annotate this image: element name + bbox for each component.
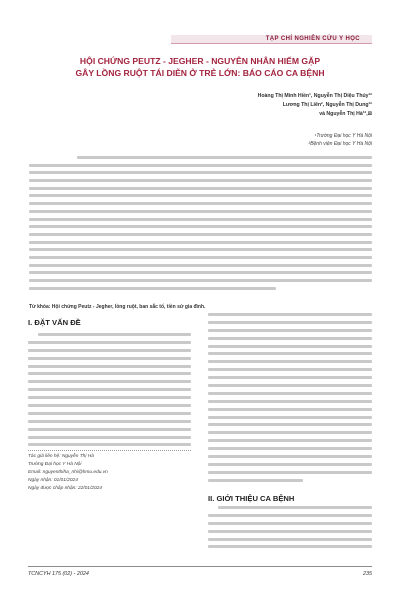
abstract-text-line (29, 279, 372, 282)
right-text-column (208, 313, 372, 489)
body-text-line (208, 423, 372, 426)
abstract-text-line (77, 156, 372, 159)
abstract-text-line (29, 218, 372, 221)
affiliation-line: ¹Trường Đại học Y Hà Nội (314, 133, 372, 139)
abstract-text-line (29, 256, 372, 259)
footer-divider (28, 566, 372, 567)
body-text-line (208, 538, 372, 541)
body-text-line (28, 372, 191, 375)
abstract-text-line (29, 171, 372, 174)
body-text-line (208, 360, 372, 363)
body-text-line (208, 352, 372, 355)
body-text-line (28, 412, 191, 415)
body-text-line (208, 431, 372, 434)
body-text-line (208, 479, 303, 482)
body-text-line (208, 447, 372, 450)
body-text-line (208, 408, 372, 411)
abstract-text-line (29, 187, 372, 190)
body-text-line (208, 368, 372, 371)
body-text-line (208, 392, 372, 395)
abstract-text-line (29, 179, 372, 182)
abstract-text-line (29, 248, 372, 251)
abstract-text-line (29, 194, 372, 197)
body-text-line (28, 388, 191, 391)
body-text-line (28, 428, 191, 431)
article-title-line-2: GÂY LỒNG RUỘT TÁI DIỄN Ở TRẺ LỚN: BÁO CÁO CA BỆNH (75, 68, 325, 78)
body-text-line (208, 416, 372, 419)
footer-journal-issue: TCNCYH 175 (02) - 2024 (28, 571, 89, 577)
abstract-text-line (29, 202, 372, 205)
abstract-text-line (29, 271, 372, 274)
body-text-line (28, 357, 191, 360)
correspondence-email: Email: nguyenthiha_nhi@hmu.edu.vn (28, 470, 108, 475)
keywords-line: Từ khóa: Hội chứng Peutz - Jegher, lồng ruột, ban sắc tố, tiền sử gia đình. (29, 304, 206, 310)
body-text-line (208, 471, 372, 474)
body-text-line (208, 400, 372, 403)
abstract-text-line (29, 225, 372, 228)
journal-section-label: TẠP CHÍ NGHIÊN CỨU Y HỌC (265, 36, 360, 42)
accepted-date: Ngày được chấp nhận: 22/01/2024 (28, 486, 102, 491)
received-date: Ngày nhận: 01/01/2024 (28, 478, 78, 483)
body-text-line (28, 396, 191, 399)
body-text-line (208, 345, 372, 348)
correspondence-institution: Trường Đại học Y Hà Nội (28, 462, 82, 467)
section-heading-introduction: I. ĐẶT VẤN ĐỀ (28, 318, 81, 327)
body-text-line (208, 455, 372, 458)
body-text-line (208, 463, 372, 466)
author-line: Hoàng Thị Minh Hiền¹, Nguyễn Thị Diệu Thúy¹² (257, 93, 372, 99)
body-text-line (28, 443, 191, 446)
body-text-line (208, 329, 372, 332)
abstract-text-line (29, 164, 372, 167)
abstract-text-line (29, 210, 372, 213)
body-text-line (28, 380, 191, 383)
section-heading-case-report: II. GIỚI THIỆU CA BỆNH (208, 494, 295, 503)
body-text-line (208, 545, 372, 548)
body-text-line (28, 420, 191, 423)
author-line: và Nguyễn Thị Hà¹²,⊠ (319, 111, 372, 117)
body-text-line (28, 341, 191, 344)
body-text-line (208, 313, 372, 316)
body-text-line (208, 337, 372, 340)
body-text-line (208, 522, 372, 525)
journal-header-bar (171, 35, 372, 44)
body-text-line (208, 530, 372, 533)
body-text-line (38, 333, 191, 336)
footer-page-number: 235 (363, 571, 372, 577)
article-title-line-1: HỘI CHỨNG PEUTZ - JEGHER - NGUYÊN NHÂN HIẾM GẶP (79, 56, 321, 66)
abstract-text-line (29, 287, 276, 290)
body-text-line (28, 404, 191, 407)
author-line: Lương Thị Liên², Nguyễn Thị Dung¹² (282, 102, 372, 108)
abstract-text-line (29, 264, 372, 267)
body-text-line (28, 436, 191, 439)
body-text-line (208, 439, 372, 442)
correspondence-divider (28, 450, 191, 451)
body-text-line (208, 514, 372, 517)
abstract-block (29, 156, 372, 301)
body-text-line (208, 321, 372, 324)
body-text-line (28, 349, 191, 352)
affiliation-line: ²Bệnh viện Đại học Y Hà Nội (308, 141, 372, 147)
body-text-line (208, 384, 372, 387)
abstract-text-line (29, 241, 372, 244)
body-text-line (208, 376, 372, 379)
case-report-text-column (208, 506, 372, 560)
body-text-line (28, 365, 191, 368)
abstract-text-line (29, 233, 372, 236)
body-text-line (218, 506, 372, 509)
correspondence-author: Tác giả liên hệ: Nguyễn Thị Hà (28, 454, 94, 459)
introduction-text-column (28, 333, 191, 449)
